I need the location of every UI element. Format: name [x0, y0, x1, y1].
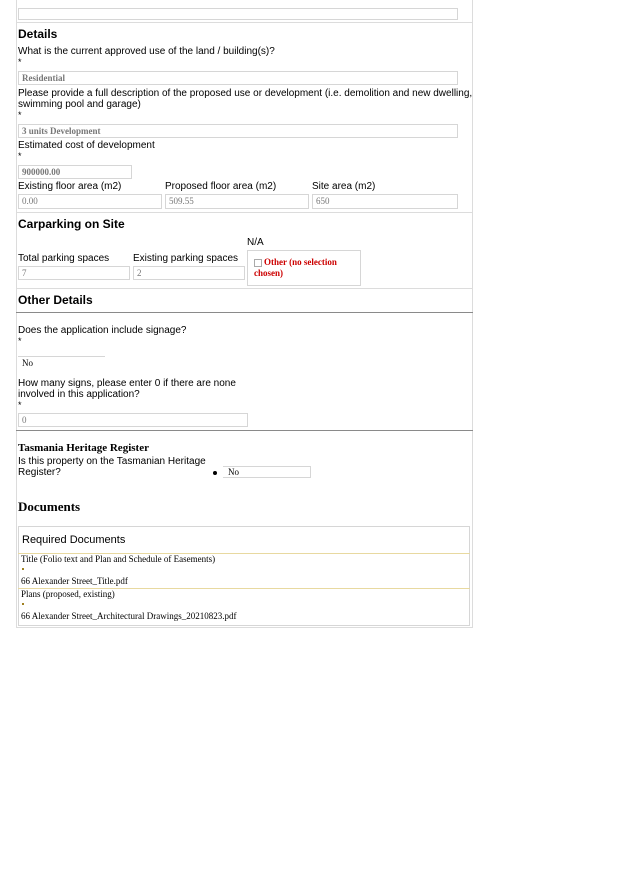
total-parking-field[interactable]: 7 — [18, 266, 130, 280]
required-documents-heading: Required Documents — [22, 534, 126, 546]
required-marker: * — [18, 336, 22, 346]
required-marker — [22, 603, 24, 605]
divider-other-details-title — [16, 312, 473, 313]
signs-count-field[interactable]: 0 — [18, 413, 248, 427]
divider-other-details — [16, 430, 473, 431]
required-marker: * — [18, 151, 22, 161]
divider-carparking — [16, 288, 473, 289]
signage-select[interactable] — [18, 356, 105, 369]
document-title-label: Plans (proposed, existing) — [21, 589, 115, 599]
question-heritage-line1: Is this property on the Tasmanian Heritage — [18, 456, 206, 467]
question-heritage-line2: Register? — [18, 467, 61, 478]
frame-left-border — [16, 0, 17, 628]
question-current-use: What is the current approved use of the land / building(s)? — [18, 46, 275, 57]
question-signs-line1: How many signs, please enter 0 if there are none — [18, 378, 236, 389]
frame-bottom-border — [16, 627, 473, 628]
required-marker: * — [18, 400, 22, 410]
other-details-heading: Other Details — [18, 293, 93, 307]
existing-floor-label: Existing floor area (m2) — [18, 181, 122, 192]
question-cost: Estimated cost of development — [18, 140, 155, 151]
documents-heading: Documents — [18, 499, 81, 514]
proposed-floor-field[interactable]: 509.55 — [165, 194, 309, 209]
carparking-na-label: N/A — [247, 237, 264, 248]
question-signs-line2: involved in this application? — [18, 389, 140, 400]
details-heading: Details — [18, 27, 58, 41]
carparking-heading: Carparking on Site — [18, 217, 125, 231]
top-field-remnant[interactable] — [18, 8, 458, 20]
document-item-title — [18, 554, 469, 588]
other-selection-text: Other (no selection chosen) — [254, 257, 337, 278]
proposed-floor-label: Proposed floor area (m2) — [165, 181, 277, 192]
question-description-line2: swimming pool and garage) — [18, 99, 141, 110]
site-area-field[interactable]: 650 — [312, 194, 458, 209]
required-marker — [22, 568, 24, 570]
document-file-link[interactable]: 66 Alexander Street_Title.pdf — [21, 576, 128, 586]
existing-parking-label: Existing parking spaces — [133, 253, 239, 264]
document-title-label: Title (Folio text and Plan and Schedule of Easements) — [21, 554, 216, 564]
heritage-value: No — [228, 467, 239, 477]
divider-top — [16, 22, 473, 23]
question-signage: Does the application include signage? — [18, 325, 187, 336]
signage-value: No — [22, 358, 33, 368]
heritage-select[interactable] — [223, 466, 311, 478]
cost-field[interactable]: 900000.00 — [18, 165, 132, 179]
document-item-plans — [18, 589, 469, 623]
divider-details — [16, 212, 473, 213]
bullet-dot — [213, 471, 217, 475]
description-field[interactable]: 3 units Development — [18, 124, 458, 138]
heritage-heading: Tasmania Heritage Register — [18, 442, 149, 454]
unchecked-box-icon — [254, 259, 262, 267]
site-area-label: Site area (m2) — [312, 181, 376, 192]
existing-floor-field[interactable]: 0.00 — [18, 194, 162, 209]
required-marker: * — [18, 110, 22, 120]
total-parking-label: Total parking spaces — [18, 253, 110, 264]
current-use-field[interactable]: Residential — [18, 71, 458, 85]
document-file-link[interactable]: 66 Alexander Street_Architectural Drawings_20210823.pdf — [21, 611, 237, 621]
existing-parking-field[interactable]: 2 — [133, 266, 245, 280]
required-marker: * — [18, 57, 22, 67]
other-selection-box[interactable] — [247, 250, 361, 286]
question-description-line1: Please provide a full description of the proposed use or development (i.e. demolition and new dwelling, — [18, 88, 473, 99]
